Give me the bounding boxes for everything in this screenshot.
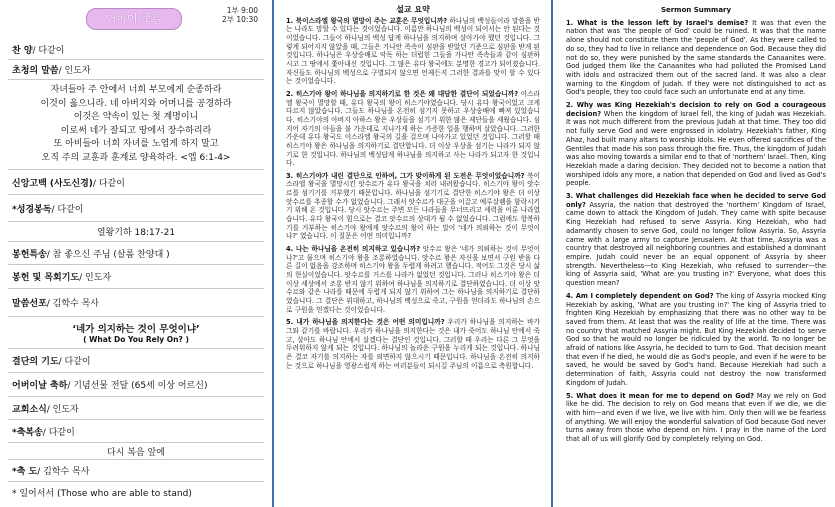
worship-item-value: / 기념선물 전달 (65세 이상 어르신) bbox=[67, 381, 208, 391]
closing-song-title: 다시 복음 앞에 bbox=[107, 447, 165, 458]
english-summary-panel bbox=[562, 6, 830, 503]
worship-item-label: 봉헌 및 목회기도 bbox=[12, 273, 80, 283]
summary-question: 4. Am I completely dependent on God? bbox=[566, 291, 714, 300]
worship-item-value: / 다같이 bbox=[92, 178, 125, 189]
scripture-line: 이것은 약속이 있는 첫 계명이니 bbox=[73, 112, 199, 122]
summary-paragraph bbox=[286, 318, 540, 370]
summary-question: 1. What is the lesson left by Israel's demise? bbox=[566, 18, 749, 27]
worship-item-invitation bbox=[8, 60, 264, 80]
summary-paragraph bbox=[286, 90, 540, 168]
worship-item-value: / 김학수 목사 bbox=[37, 467, 90, 477]
worship-item-label: 말씀선포 bbox=[12, 299, 47, 309]
scripture-line: 또 아비들아 너희 자녀를 노엽게 하지 말고 bbox=[53, 139, 219, 149]
worship-item-label: 봉헌특송 bbox=[12, 249, 47, 260]
worship-item-offering-song bbox=[8, 242, 264, 265]
scripture-reference bbox=[8, 222, 264, 242]
worship-item-parents-day bbox=[8, 373, 264, 397]
summary-question: 5. 내가 하나님을 의지한다는 것은 어떤 의미입니까? bbox=[286, 318, 445, 327]
summary-question: 2. 히스기야 왕이 하나님을 의지하기로 한 것은 왜 대담한 결단이 되었습니까? bbox=[286, 89, 519, 98]
worship-item-value: / 다같이 bbox=[58, 357, 91, 367]
worship-item-label: 결단의 기도 bbox=[12, 357, 59, 367]
worship-item-value: / 다같이 bbox=[42, 427, 75, 438]
order-of-worship-panel bbox=[8, 6, 264, 503]
worship-item-label: 어버이날 축하 bbox=[12, 381, 68, 391]
english-summary-title: Sermon Summary bbox=[660, 6, 732, 14]
worship-item-decision-prayer bbox=[8, 349, 264, 373]
worship-item-value: / 인도자 bbox=[79, 273, 112, 283]
stand-note bbox=[8, 482, 264, 502]
worship-item-benediction bbox=[8, 460, 264, 482]
summary-answer: 앗수르 왕은 '네가 의뢰하는 것이 무엇이냐?'고 물으며 히스기야 왕을 조롱하였습니다. 앗수르 왕은 자신을 보면서 구원 받을 다른 길이 없음을 강조하며 히스기야 왕을 두렵게 하려고 했습니다. 적어도 그것은 당시 삶의 현실이었습니다. 앗수르를 거스를 나라가 없었던 것입니다. 그러나 히스기야 왕은 더 이상 세상에서 조롱 받지 않기 위하여 하나님을 의지하기로 결단하였습니다. 더 이상 앗수르와 같은 나라를 때문에 두렵게 되지 않기 위하여 그는 하나님을 의지하기로 결단하였습니다. 그 결단은 위대하고, 하나님의 백성으로 죽고, 구원을 얻더라도 하나님의 손으로 구원을 얻겠다는 것이었습니다. bbox=[286, 245, 540, 314]
summary-answer: The king of Assyria mocked King Hezekiah by asking, 'What are you trusting in?' The king of Assyria tried to frighten King Hezekiah by emphasizing that there was no other way to be saved from them. At least that was the reality of life at the time. There was no country that matched Assyria might. But King Hezekiah decided to serve God so that he would no longer be ridiculed by the world. To no longer be afraid of nations like Assyria, he decided to turn to God. That decision meant that even if he died, he would die as God's people, and even if he were to be saved, he would be saved by God's hand. Because Hezekiah had such a determination of faith, Assyria could not destroy the now transformed Kingdom of Judah. bbox=[566, 291, 826, 387]
summary-paragraph bbox=[566, 192, 826, 288]
summary-question: 3. What challenges did Hezekiah face when he decided to serve God only? bbox=[566, 192, 826, 209]
worship-item-label: 교회소식 bbox=[12, 404, 47, 415]
summary-paragraph bbox=[286, 245, 540, 314]
summary-paragraph bbox=[566, 101, 826, 188]
summary-paragraph bbox=[566, 292, 826, 388]
worship-item-scripture-reading bbox=[8, 195, 264, 222]
sermon-title-english: ( What Do You Rely On? ) bbox=[83, 335, 189, 344]
worship-item-value: / 참 좋으신 주님 (살롬 찬양대 ) bbox=[46, 249, 170, 260]
worship-item-value: / 다같이 bbox=[32, 46, 65, 56]
closing-song bbox=[8, 443, 264, 460]
summary-answer: May we rely on God like he did. The decision to rely on God means that even if we die, we die with him—and even if we live, we live with him. Only then will we be fearless of anything. We will enjoy the wonderful salvation of God because God never turns away from those who depend on him. I pray in the name of the Lord that all of us will glorify God by completely relying on God. bbox=[566, 391, 826, 444]
sermon-title-block bbox=[8, 317, 264, 349]
worship-item-label: *축복송 bbox=[12, 427, 43, 438]
summary-question: 3. 히스기야가 내린 결단으로 인하여, 그가 맞이하게 된 도전은 무엇이었습니까? bbox=[286, 171, 525, 180]
service-time-2: 2부 10:30 bbox=[221, 15, 258, 24]
summary-question: 5. What does it mean for me to depend on God? bbox=[566, 391, 755, 400]
worship-item-value: / 인도자 bbox=[46, 404, 79, 415]
worship-item-creed bbox=[8, 170, 264, 195]
worship-item-value: / 인도자 bbox=[58, 66, 91, 76]
summary-paragraph bbox=[566, 392, 826, 444]
worship-item-praise bbox=[8, 40, 264, 60]
summary-paragraph bbox=[566, 19, 826, 97]
bulletin-title: 어버이 주일 bbox=[86, 8, 182, 30]
summary-answer: When the kingdom of Israel fell, the king of Judah was Hezekiah. It was not much different from the previous Judah at that time. They too did not fully serve God and were engrossed in idolatry. Hezekiah's father, King Ahaz, had built many altars to worship idols. He even offered sacrifices of the Gentiles that made his son pass through the fire. Thus, the kingdom of Judah was also moving towards a similar end to that of 'northern' Israel. Then, King Hezekiah made a daring decision. They decided not to become a nation that worshiped idols any more, a nation that depended on God and lived as God's people. bbox=[566, 109, 826, 188]
summary-question: 4. 나는 하나님을 온전히 의지하고 있습니까? bbox=[286, 245, 421, 254]
summary-question: 1. 북이스라엘 왕국의 멸망이 주는 교훈은 무엇입니까? bbox=[286, 16, 448, 25]
worship-item-announcements bbox=[8, 397, 264, 420]
service-time-1: 1부 9:00 bbox=[226, 6, 258, 15]
stand-note-text: * 일어서서 (Those who are able to stand) bbox=[12, 488, 192, 499]
worship-item-label: *성경봉독 bbox=[12, 204, 52, 215]
panel-divider-1 bbox=[272, 0, 274, 507]
scripture-line: 오직 주의 교훈과 훈계로 양육하라. <엡 6:1-4> bbox=[41, 152, 231, 163]
summary-answer: 이스라엘 왕국이 멸망할 때, 유다 왕국의 왕이 히스기야였습니다. 당시 유다 왕국이었고 크게 다르지 않았습니다. 그들도 하나님을 온전히 섬기지 못하고 우상숭배에 빠져 있었습니다. 히스기야의 아버지 아하스 왕은 우상들을 섬기기 위한 많은 제단들을 세웠습니다. 심지어 자기의 아들을 불 가운데로 지나가게 하는 가증한 일을 행하며 살았습니다. 그러한 가운데 유다 왕국도 이스라엘 왕국의 길을 걸으며 나아가고 있었던 것입니다. 그러할 때 히스기야 왕은 하나님을 의지하기로 결단합니다. 더 이상 우상을 섬기는 나라가 되지 않기로 한 것입니다. 하나님의 백성답게 하나님을 의지하고 사는 나라가 되고자 한 것입니다. bbox=[286, 89, 540, 168]
bulletin-header bbox=[8, 6, 264, 40]
worship-item-offering-prayer bbox=[8, 265, 264, 289]
invitation-scripture bbox=[8, 80, 264, 170]
service-times bbox=[222, 6, 258, 24]
korean-summary-title: 설교 요약 bbox=[396, 5, 430, 14]
worship-item-label: 초청의 말씀 bbox=[12, 66, 59, 76]
worship-item-blessing-song bbox=[8, 420, 264, 443]
panel-divider-2 bbox=[551, 0, 553, 507]
scripture-line: 이로써 네가 잘되고 땅에서 장수하리라 bbox=[60, 125, 212, 136]
summary-question: 2. Why was King Hezekiah's decision to rely on God a courageous decision? bbox=[566, 101, 826, 118]
summary-answer: It was that even the nation that was 'the people of God' could be ruined. It was that the name alone should not constitute them the 'people of God'. As they were called to do so, they had to live in reliance and dependence on God. Because they did not do so, they were punished by the same standards the Canaanites were. God judged them like the Canaanites who had polluted the Promised Land with idols and ostracized them out of the sacred land. It was also a clear warning to the Kingdom of Judah. If they were not distinguished to act as God's people, they too could face such an unfortunate end at any time. bbox=[566, 18, 826, 97]
worship-item-label: 신앙고백 (사도신경) bbox=[12, 178, 93, 189]
worship-item-value: / 김학수 목사 bbox=[46, 299, 100, 309]
scripture-reference-text: 열왕기하 18:17-21 bbox=[96, 228, 176, 238]
summary-answer: 하나님의 백성들이라 말씀을 받는 나라도 망할 수 있다는 것이었습니다. 이름만 하나님의 백성이 되어서는 안 된다는 것이었습니다. 그들이 하나님의 백성 답게 하나님을 의지하며 살아가야 했던 것입니다. 그렇게 되어지지 않았을 때, 그들은 가나안 족속이 심판을 받았던 기준으로 심판을 받게 된 것입니다. 하나님은 우상숭배로 악독 하는 더럽힌 그들을 가나안 족속들과 같이 심판하시고 그 땅에서 쫓아내신 것입니다. 그 많은 유다 왕국에도 분명한 경고가 되어졌습니다. 자신들도 하나님의 백성으로 구별되지 않으면 언제든지 그러한 결과를 맞이 할 수 있다는 것이었습니다. bbox=[286, 16, 541, 86]
scripture-line: 이것이 옳으니라. 네 아버지와 어머니를 공경하라 bbox=[40, 98, 232, 109]
sermon-title: ‘네가 의지하는 것이 무엇이냐’ bbox=[72, 324, 200, 335]
worship-item-label: 찬 양 bbox=[12, 46, 33, 56]
scripture-line: 자녀들아 주 안에서 너희 부모에게 순종하라 bbox=[50, 85, 222, 95]
summary-paragraph bbox=[286, 17, 540, 86]
worship-item-value: / 다같이 bbox=[51, 204, 84, 215]
summary-paragraph bbox=[286, 172, 540, 241]
korean-summary-panel bbox=[282, 6, 544, 503]
summary-answer: 북이스라엘 왕국을 멸망시킨 앗수르가 유다 왕국을 치러 내려왔습니다. 히스기야 왕이 앗수르를 섬기기를 거부했기 때문입니다. 하나님을 섬기기로 결단한 히스기야 왕은 더 이상 앗수르를 추종할 수가 없었습니다. 그래서 앗수르가 대군을 이끌고 예루살렘을 함락시키기 위해 온 것입니다. 당시 앗수르는 주변 모든 나라들을 무너뜨리고 세력을 이룬 나라였습니다. 유다 왕국이 힘으로는 결코 앗수르의 상대가 될 수 없었습니다. 그럼에도 항복하기를 거부하는 히스기야 왕에게 앗수르의 왕이 하는 말이 '네가 의뢰하는 것이 무엇이냐?' 였습니다. 이 질문은 어떤 의미입니까? bbox=[286, 171, 540, 241]
summary-answer: 우리가 하나님을 의지하는 바가 그와 같기를 바랍니다. 우리가 하나님을 의지한다는 것은 내가 죽어도 하나님 안에서 죽고, 살아도 하나님 안에서 살겠다는 결단인 것입니다. 그러할 때 우리는 다른 그 무엇을 두려워하지 않게 되는 것입니다. 하나님의 놀라운 구원을 누리게 되는 것입니다. 하나님은 결코 자기를 의지하는 자를 외면하지 않으시기 때문입니다. 하나님을 온전히 의지하는 것으로 하나님을 영광스럽게 하는 여러분들이 되시길 주님의 이름으로 축원합니다. bbox=[286, 318, 540, 370]
summary-answer: Assyria, the nation that destroyed the 'northern' Kingdom of Israel, came down to attack the Kingdom of Judah. They came with spite because King Hezekiah had refused to serve Assyria. King Hezekiah, who had adamantly chosen to serve God, could no longer follow Assyria. So, Assyria came with a large army to capture Jerusalem. At that time, Assyria was a country that destroyed all neighboring countries and established a dominant empire. Judah could never be an equal opponent of Assyria by sheer strength. Nevertheless—to King Hezekiah, who refused to surrender—the king of Assyria said, 'What are you trusting in?' Everyone, what does this question mean? bbox=[566, 200, 826, 288]
worship-item-label: *축 도 bbox=[12, 467, 38, 477]
worship-item-sermon bbox=[8, 289, 264, 317]
